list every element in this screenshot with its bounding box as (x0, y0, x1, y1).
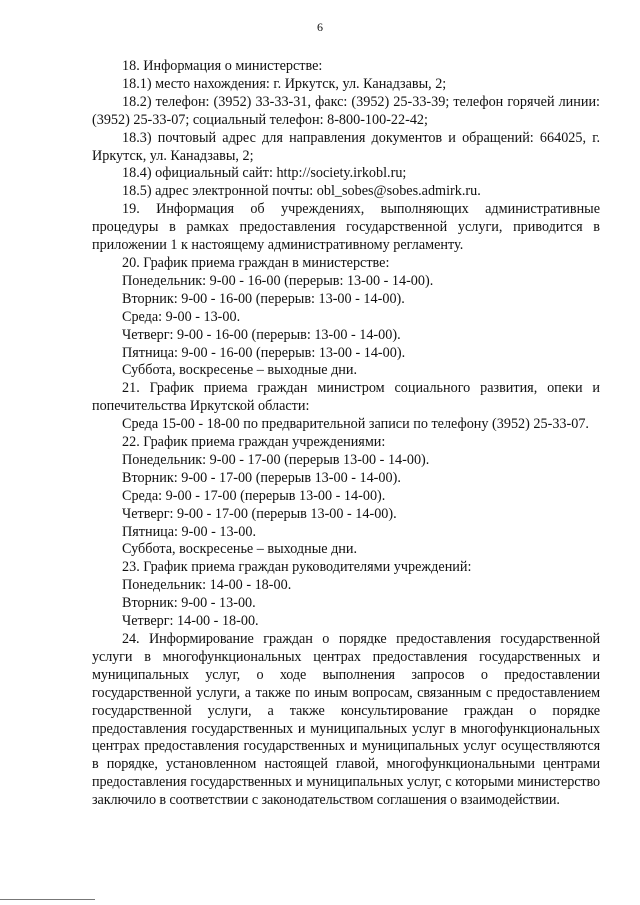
schedule-ministry-thursday: Четверг: 9-00 - 16-00 (перерыв: 13-00 - 14-00). (122, 326, 401, 343)
paragraph-18-1-location: 18.1) место нахождения: г. Иркутск, ул. Канадзавы, 2; (122, 75, 447, 92)
schedule-institutions-thursday: Четверг: 9-00 - 17-00 (перерыв 13-00 - 14-00). (122, 505, 397, 522)
paragraph-18-4-website: 18.4) официальный сайт: http://society.irkobl.ru; (122, 165, 407, 182)
schedule-heads-monday: Понедельник: 14-00 - 18-00. (122, 577, 292, 594)
paragraph-21-minister-heading: 21. График приема граждан министром социального развития, опеки и попечительства Иркутской области: (92, 380, 600, 415)
schedule-institutions-weekend: Суббота, воскресенье – выходные дни. (122, 541, 358, 558)
schedule-ministry-tuesday: Вторник: 9-00 - 16-00 (перерыв: 13-00 - 14-00). (122, 290, 405, 307)
page-number: 6 (317, 20, 323, 34)
paragraph-18-5-email: 18.5) адрес электронной почты: obl_sobes@sobes.admirk.ru. (122, 183, 481, 200)
footer-divider (0, 899, 95, 900)
paragraph-18-3-postal-address: 18.3) почтовый адрес для направления документов и обращений: 664025, г. Иркутск, ул. Канадзавы, 2; (92, 129, 600, 164)
schedule-ministry-weekend: Суббота, воскресенье – выходные дни. (122, 362, 358, 379)
schedule-minister-wednesday: Среда 15-00 - 18-00 по предварительной записи по телефону (3952) 25-33-07. (122, 416, 589, 433)
paragraph-18-heading: 18. Информация о министерстве: (122, 58, 323, 74)
paragraph-24-mfc-informing: 24. Информирование граждан о порядке предоставления государственной услуги в многофункциональных центрах предоставления государственных и муниципальных услуг, о ходе выполнения запросов о предоставлении государственной услуги, а также по иным вопросам, связанным с предоставлением государственной услуги, а также консультирование граждан о порядке предоставления государственных и муниципальных услуг в многофункциональных центрах предоставления государственных и муниципальных услуг осуществляются в порядке, установленном настоящей главой, многофункциональными центрами предоставления государственных и муниципальных услуг, с которыми министерство заключило в соответствии с законодательством соглашения о взаимодействии. (92, 631, 600, 809)
paragraph-19-institutions: 19. Информация об учреждениях, выполняющих административные процедуры в рамках предоставления государственной услуги, приводится в приложении 1 к настоящему административному регламенту. (92, 201, 600, 254)
paragraph-22-heading: 22. График приема граждан учреждениями: (122, 434, 386, 451)
schedule-institutions-tuesday: Вторник: 9-00 - 17-00 (перерыв 13-00 - 14-00). (122, 469, 401, 486)
schedule-heads-tuesday: Вторник: 9-00 - 13-00. (122, 595, 256, 612)
paragraph-20-heading: 20. График приема граждан в министерстве: (122, 254, 390, 271)
schedule-institutions-wednesday: Среда: 9-00 - 17-00 (перерыв 13-00 - 14-00). (122, 487, 386, 504)
document-body (92, 58, 600, 810)
schedule-ministry-monday: Понедельник: 9-00 - 16-00 (перерыв: 13-00 - 14-00). (122, 272, 434, 289)
schedule-ministry-friday: Пятница: 9-00 - 16-00 (перерыв: 13-00 - 14-00). (122, 344, 406, 361)
schedule-institutions-monday: Понедельник: 9-00 - 17-00 (перерыв 13-00 - 14-00). (122, 451, 430, 468)
paragraph-18-2-phones: 18.2) телефон: (3952) 33-33-31, факс: (3952) 25-33-39; телефон горячей линии: (3952) 25-33-07; социальный телефон: 8-800-100-22-42; (92, 93, 600, 128)
schedule-heads-thursday: Четверг: 14-00 - 18-00. (122, 613, 259, 630)
schedule-institutions-friday: Пятница: 9-00 - 13-00. (122, 523, 257, 540)
paragraph-23-heading: 23. График приема граждан руководителями учреждений: (122, 559, 472, 576)
schedule-ministry-wednesday: Среда: 9-00 - 13-00. (122, 308, 241, 325)
